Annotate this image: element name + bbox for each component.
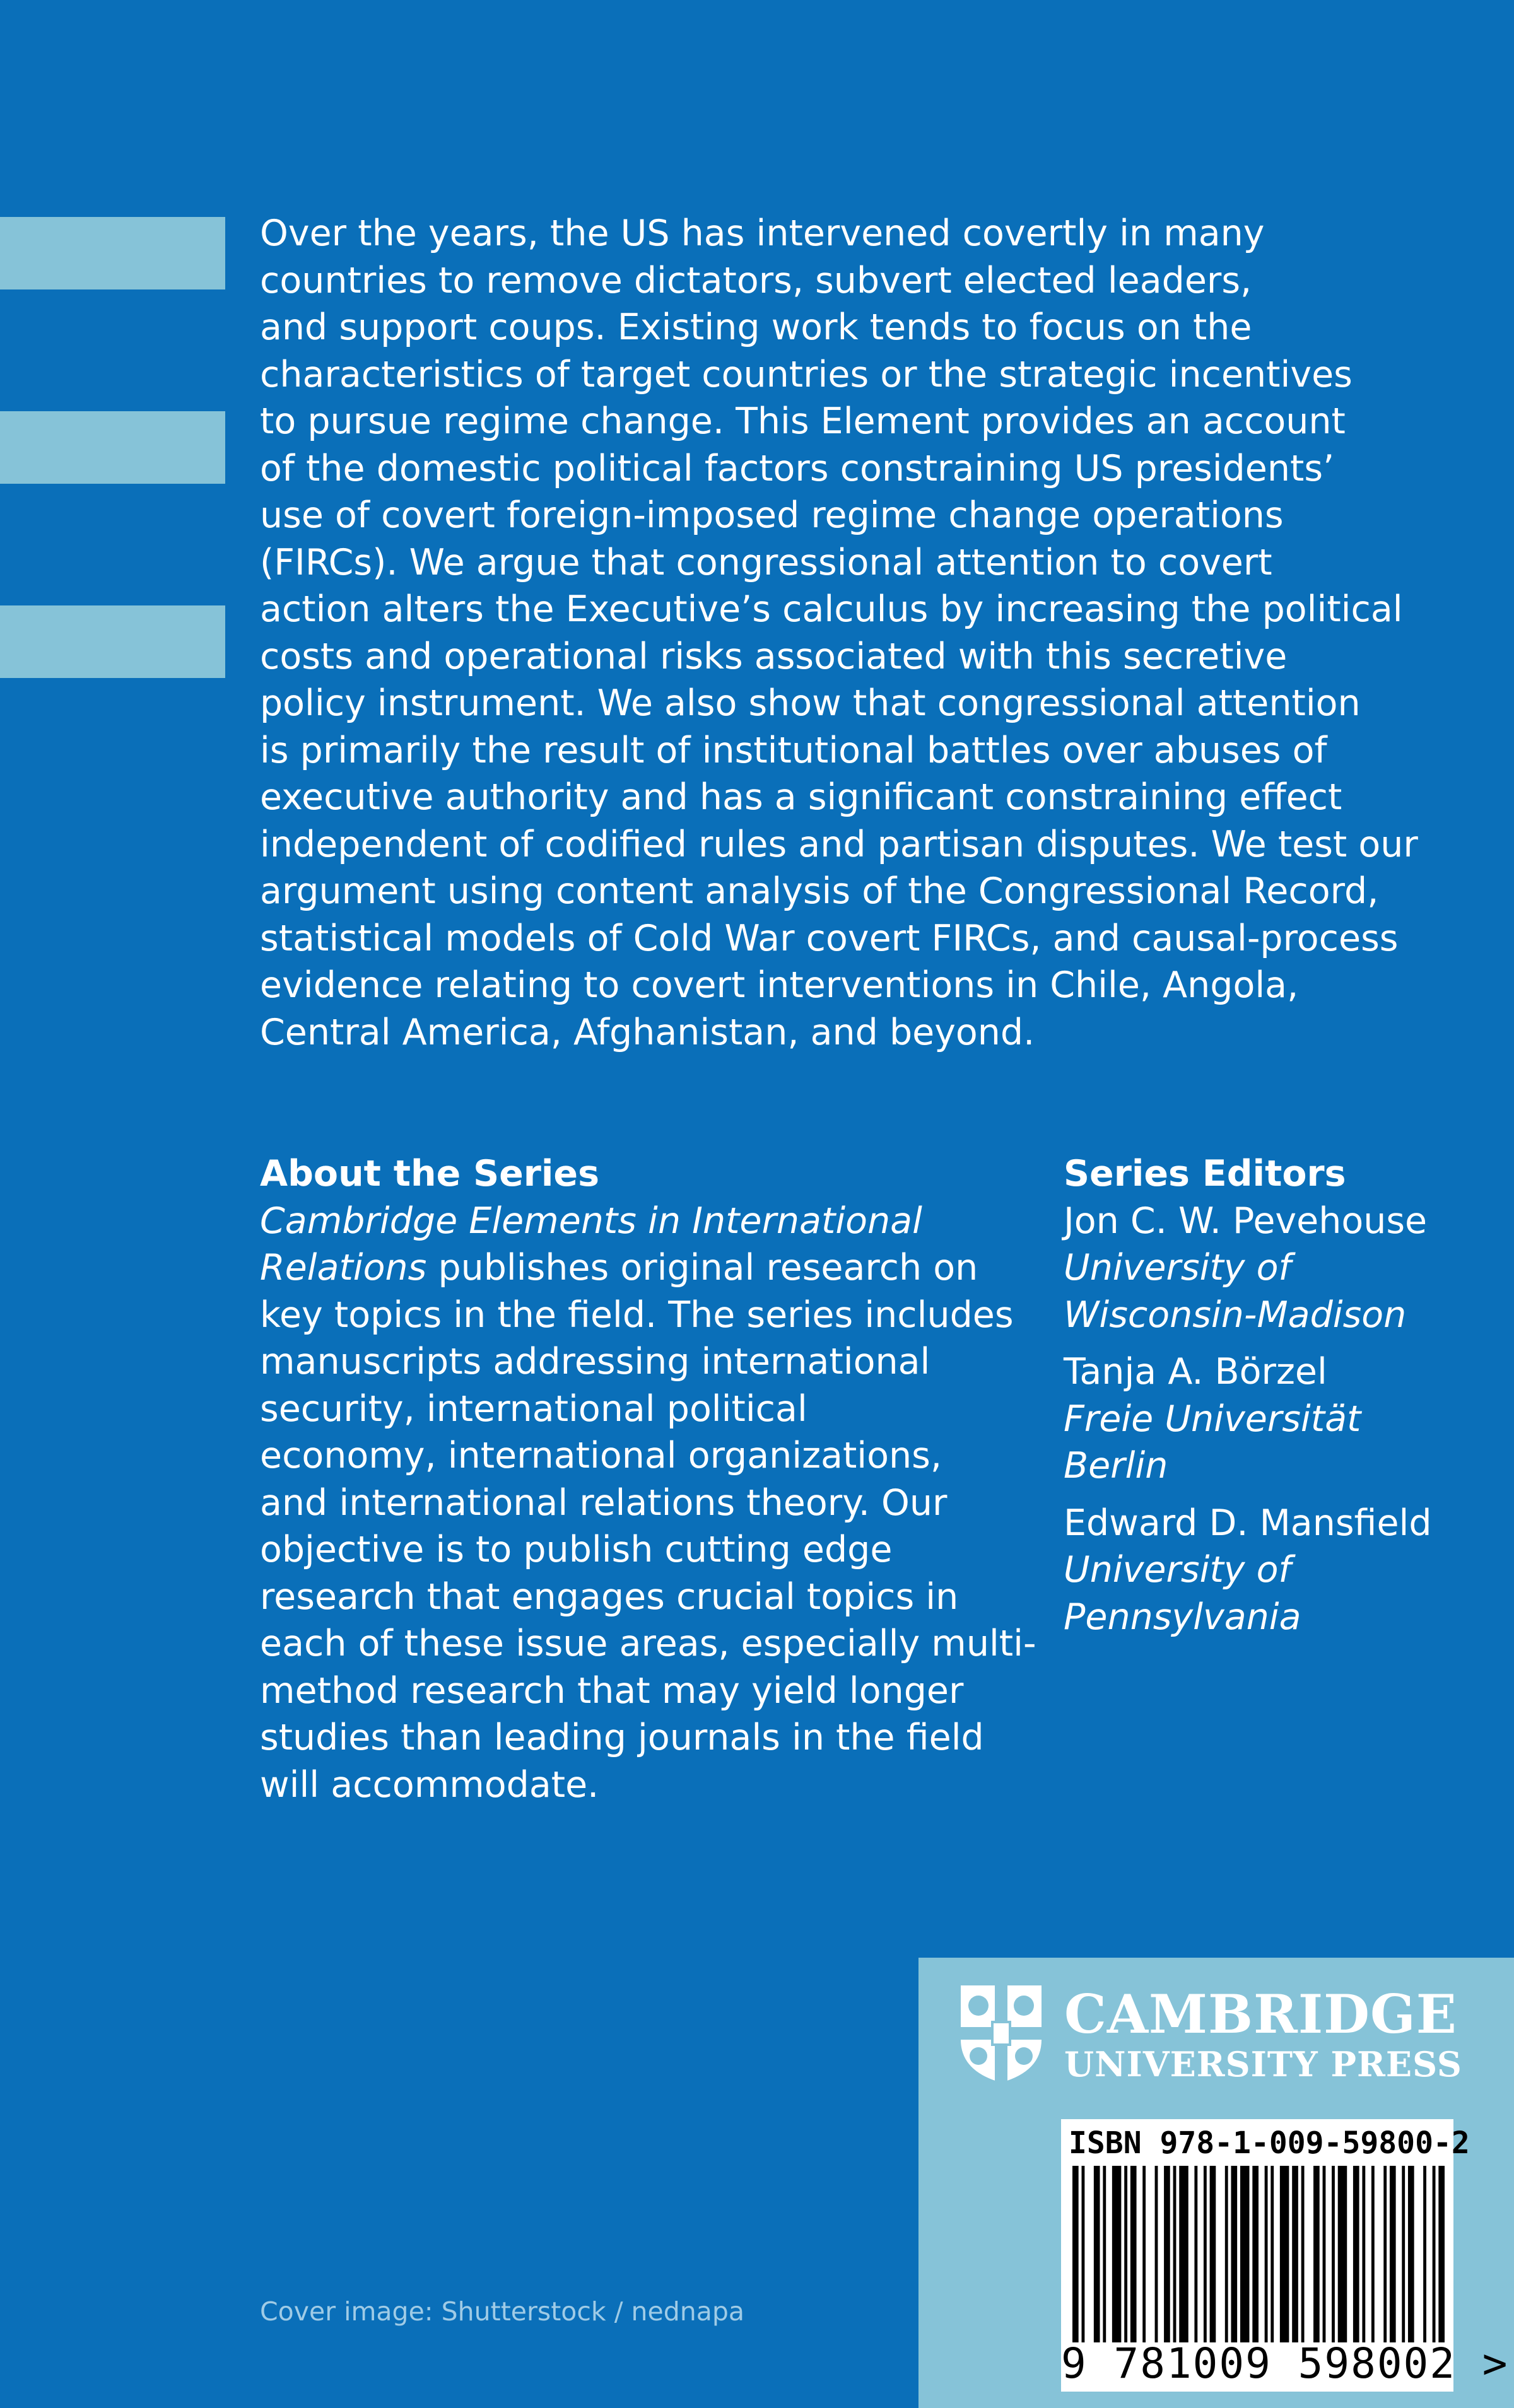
series-description-line: security, international political: [260, 1388, 807, 1430]
series-description-line: studies than leading journals in the field: [260, 1717, 984, 1758]
series-description-line: each of these issue areas, especially multi-: [260, 1623, 1036, 1664]
blurb-line: evidence relating to covert interventions in Chile, Angola,: [260, 964, 1299, 1006]
series-description-line: objective is to publish cutting edge: [260, 1529, 893, 1570]
blurb-line: is primarily the result of institutional battles over abuses of: [260, 729, 1327, 771]
publisher-subname: UNIVERSITY PRESS: [1064, 2044, 1462, 2084]
series-description-line: manuscripts addressing international: [260, 1341, 930, 1382]
series-title-line: Cambridge Elements in International: [260, 1200, 922, 1242]
editor-affiliation: University of: [1064, 1247, 1291, 1289]
editor-affiliation: Berlin: [1064, 1445, 1168, 1487]
barcode-bar: [1082, 2166, 1085, 2342]
barcode-bar: [1194, 2166, 1197, 2342]
barcode-bar: [1353, 2166, 1359, 2342]
blurb-line: costs and operational risks associated with this secretive: [260, 635, 1288, 677]
blurb-line: characteristics of target countries or the strategic incentives: [260, 353, 1353, 395]
editor-name: Edward D. Mansfield: [1064, 1502, 1432, 1544]
accent-bar-3: [0, 605, 225, 678]
series-description-line: key topics in the field. The series includes: [260, 1294, 1014, 1336]
series-description-line: method research that may yield longer: [260, 1669, 964, 1712]
barcode-bar: [1438, 2166, 1445, 2342]
barcode-bar: [1103, 2166, 1106, 2342]
editor-affiliation: University of: [1064, 1549, 1291, 1591]
barcode-bar: [1280, 2166, 1289, 2342]
blurb-line: of the domestic political factors constraining US presidents’: [260, 447, 1335, 489]
editor-name: Jon C. W. Pevehouse: [1064, 1200, 1428, 1242]
series-title-end: Relations: [260, 1247, 427, 1289]
blurb-line: countries to remove dictators, subvert elected leaders,: [260, 259, 1252, 301]
barcode-bar: [1240, 2166, 1250, 2342]
barcode-bars: [1072, 2166, 1445, 2342]
barcode-bar: [1155, 2166, 1158, 2342]
barcode-bar: [1408, 2166, 1414, 2342]
about-series-section: [260, 1150, 1061, 1808]
editor-entry: [1064, 1500, 1493, 1641]
barcode-bar: [1072, 2166, 1079, 2342]
barcode-bar: [1423, 2166, 1426, 2342]
blurb-line: argument using content analysis of the Congressional Record,: [260, 870, 1379, 912]
barcode-bar: [1252, 2166, 1259, 2342]
barcode-bar: [1204, 2166, 1207, 2342]
barcode-bar: [1210, 2166, 1216, 2342]
barcode-bar: [1402, 2166, 1405, 2342]
barcode-bar: [1332, 2166, 1335, 2342]
series-description-line: economy, international organizations,: [260, 1435, 942, 1476]
accent-bar-2: [0, 411, 225, 484]
barcode-bar: [1270, 2166, 1274, 2342]
series-description-line: and international relations theory. Our: [260, 1482, 948, 1524]
publisher-logo: [958, 1983, 1485, 2090]
barcode-bar: [1094, 2166, 1100, 2342]
barcode-bar: [1179, 2166, 1188, 2342]
barcode-bar: [1124, 2166, 1127, 2342]
series-editors-section: [1064, 1150, 1493, 1651]
barcode-bar: [1292, 2166, 1298, 2342]
blurb-line: and support coups. Existing work tends to focus on the: [260, 307, 1252, 348]
barcode-bar: [1362, 2166, 1365, 2342]
barcode-bar: [1142, 2166, 1146, 2342]
barcode-bar: [1112, 2166, 1122, 2342]
isbn-label: ISBN 978-1-009-59800-2: [1069, 2125, 1470, 2161]
barcode-bar: [1265, 2166, 1268, 2342]
barcode-bar: [1383, 2166, 1387, 2342]
barcode-bar: [1173, 2166, 1177, 2342]
editor-name: Tanja A. Börzel: [1064, 1351, 1327, 1393]
barcode-bar: [1338, 2166, 1347, 2342]
cover-image-credit: Cover image: Shutterstock / nednapa: [260, 2296, 745, 2327]
series-description-line: will accommodate.: [260, 1763, 599, 1806]
barcode-bar: [1231, 2166, 1237, 2342]
blurb-line: Over the years, the US has intervened covertly in many: [260, 213, 1265, 254]
blurb-line: independent of codified rules and partisan disputes. We test our: [260, 823, 1418, 865]
accent-bar-1: [0, 217, 225, 289]
blurb-line: to pursue regime change. This Element provides an account: [260, 400, 1346, 442]
blurb-line: statistical models of Cold War covert FIRCs, and causal-process: [260, 917, 1399, 959]
barcode-bar: [1313, 2166, 1320, 2342]
barcode-bar: [1130, 2166, 1137, 2342]
blurb-line: Central America, Afghanistan, and beyond.: [260, 1011, 1035, 1053]
editor-affiliation: Freie Universität: [1064, 1398, 1361, 1440]
barcode-bar: [1433, 2166, 1436, 2342]
blurb-line: executive authority and has a significant constraining effect: [260, 776, 1342, 818]
blurb-line: action alters the Executive’s calculus by increasing the political: [260, 588, 1403, 630]
editor-entry: [1064, 1198, 1493, 1339]
cambridge-shield-icon: [958, 1983, 1044, 2085]
barcode-bar: [1301, 2166, 1305, 2342]
series-description-start: publishes original research on: [426, 1247, 978, 1289]
blurb-line: policy instrument. We also show that congressional attention: [260, 682, 1361, 724]
barcode-digits: 9 781009 598002 >: [1061, 2339, 1509, 2388]
book-blurb: [260, 210, 1458, 1056]
editor-affiliation: Wisconsin-Madison: [1064, 1294, 1407, 1336]
barcode-bar: [1371, 2166, 1375, 2342]
barcode-bar: [1225, 2166, 1228, 2342]
barcode-bar: [1323, 2166, 1326, 2342]
publisher-panel: [918, 1958, 1514, 2408]
series-description-line: research that engages crucial topics in: [260, 1575, 959, 1618]
series-editors-heading: Series Editors: [1064, 1153, 1346, 1195]
blurb-line: (FIRCs). We argue that congressional attention to covert: [260, 541, 1272, 583]
isbn-barcode: [1061, 2119, 1509, 2392]
series-description-line: [260, 1244, 1061, 1292]
barcode-bar: [1390, 2166, 1396, 2342]
editor-entry: [1064, 1348, 1493, 1490]
publisher-name: CAMBRIDGE: [1064, 1983, 1457, 2045]
about-series-heading: About the Series: [260, 1153, 600, 1195]
barcode-bar: [1164, 2166, 1170, 2342]
blurb-line: use of covert foreign-imposed regime change operations: [260, 494, 1284, 536]
editor-affiliation: Pennsylvania: [1064, 1596, 1301, 1638]
